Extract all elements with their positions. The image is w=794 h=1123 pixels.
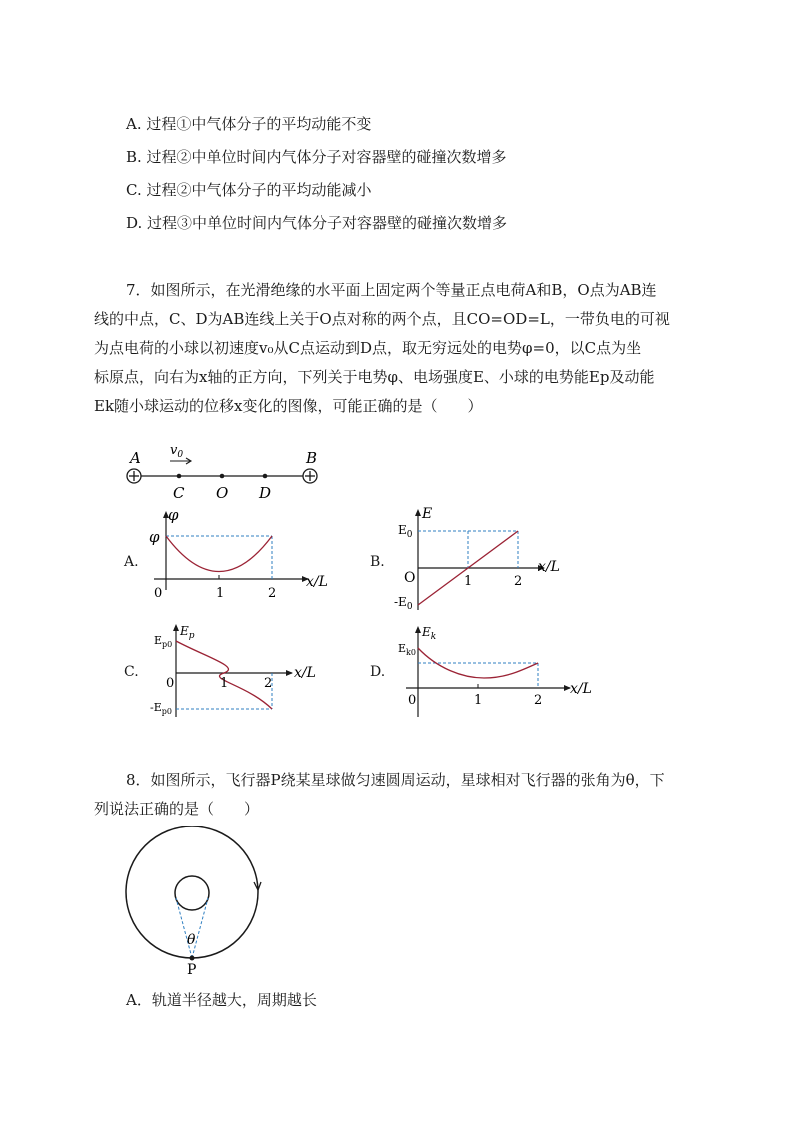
graph-c — [146, 622, 326, 722]
graph-c-origin: 0 — [166, 676, 175, 691]
label-d: D — [259, 484, 272, 502]
graph-c-ytick-top: $E_{p0}$ — [154, 634, 173, 649]
graph-d-origin: 0 — [408, 693, 417, 708]
graph-a-xlabel: x/L — [306, 574, 328, 590]
q6-option-b: B. 过程②中单位时间内气体分子对容器壁的碰撞次数增多 — [126, 148, 507, 166]
tangent-left — [176, 898, 192, 958]
q7-stem — [94, 276, 704, 421]
q6-option-a: A. 过程①中气体分子的平均动能不变 — [126, 115, 372, 133]
graph-a-option: A. — [124, 554, 139, 570]
graph-c-tick-1: 1 — [220, 676, 229, 691]
graph-b-tick-2: 2 — [514, 574, 523, 589]
graph-d — [392, 622, 602, 722]
q7-line-1: 7．如图所示，在光滑绝缘的水平面上固定两个等量正点电荷A和B，O点为AB连 — [126, 281, 657, 299]
label-c: C — [173, 484, 185, 502]
graph-c-ytick-bottom: $-E_{p0}$ — [150, 701, 172, 716]
graph-c-tick-2: 2 — [264, 676, 273, 691]
graph-d-tick-1: 1 — [474, 693, 483, 708]
tangent-right — [192, 898, 208, 958]
graph-a-ylabel: φ — [168, 506, 179, 524]
graph-c-ylabel: $E_p$ — [180, 624, 195, 641]
q8-line-2: 列说法正确的是（ ） — [94, 800, 260, 818]
graph-a — [140, 505, 340, 605]
graph-b-tick-1: 1 — [464, 574, 473, 589]
q7-line-4: 标原点，向右为x轴的正方向，下列关于电势φ、电场强度E、小球的电势能Ep及动能 — [94, 368, 655, 386]
q6-option-d: D. 过程③中单位时间内气体分子对容器壁的碰撞次数增多 — [126, 214, 508, 232]
charge-b-icon — [303, 469, 317, 483]
graph-d-ytick: $E_{k0}$ — [398, 642, 416, 657]
q8-orbit-figure — [120, 826, 270, 976]
graph-b-origin: O — [404, 570, 416, 586]
graph-b-ytick-bottom: $-E_0$ — [394, 595, 413, 612]
graph-b — [392, 505, 572, 615]
graph-d-option: D. — [370, 664, 386, 680]
q8-stem — [94, 766, 704, 824]
label-o: O — [216, 484, 229, 502]
graph-c-option: C. — [124, 664, 139, 680]
graph-c-xlabel: x/L — [294, 665, 316, 681]
graph-d-xlabel: x/L — [570, 681, 592, 697]
label-a: A — [130, 449, 141, 467]
graph-b-ytick-top: $E_0$ — [398, 523, 413, 540]
graph-b-xlabel: x/L — [538, 559, 560, 575]
point-c — [177, 474, 182, 479]
theta-label: θ — [187, 932, 196, 948]
q8-line-1: 8．如图所示，飞行器P绕某星球做匀速圆周运动，星球相对飞行器的张角为θ，下 — [126, 771, 665, 789]
graph-a-tick-1: 1 — [216, 586, 225, 601]
graph-b-option: B. — [370, 554, 385, 570]
label-b: B — [306, 449, 318, 467]
q7-line-2: 线的中点，C、D为AB连线上关于O点对称的两个点，且CO=OD=L，一带负电的可视 — [94, 310, 670, 328]
point-d — [263, 474, 268, 479]
graph-a-origin: 0 — [154, 586, 163, 601]
q6-option-c: C. 过程②中气体分子的平均动能减小 — [126, 181, 372, 199]
q8-option-a: A．轨道半径越大，周期越长 — [126, 991, 317, 1009]
point-p — [190, 956, 195, 961]
p-label: P — [187, 962, 197, 976]
q7-line-3: 为点电荷的小球以初速度v₀从C点运动到D点，取无穷远处的电势φ=0，以C点为坐 — [94, 339, 642, 357]
label-v0: $v_0$ — [170, 443, 184, 460]
planet-circle — [175, 876, 209, 910]
graph-d-ylabel: $E_k$ — [422, 625, 437, 642]
graph-d-tick-2: 2 — [534, 693, 543, 708]
graph-a-ytick: φ — [149, 528, 160, 546]
point-o — [220, 474, 225, 479]
graph-a-tick-2: 2 — [268, 586, 277, 601]
charge-a-icon — [127, 469, 141, 483]
graph-a-curve — [166, 536, 272, 572]
q7-setup-figure — [118, 440, 333, 505]
graph-c-curve — [176, 641, 272, 709]
q7-line-5: Ek随小球运动的位移x变化的图像，可能正确的是（ ） — [94, 397, 483, 415]
graph-b-ylabel: E — [422, 506, 433, 522]
